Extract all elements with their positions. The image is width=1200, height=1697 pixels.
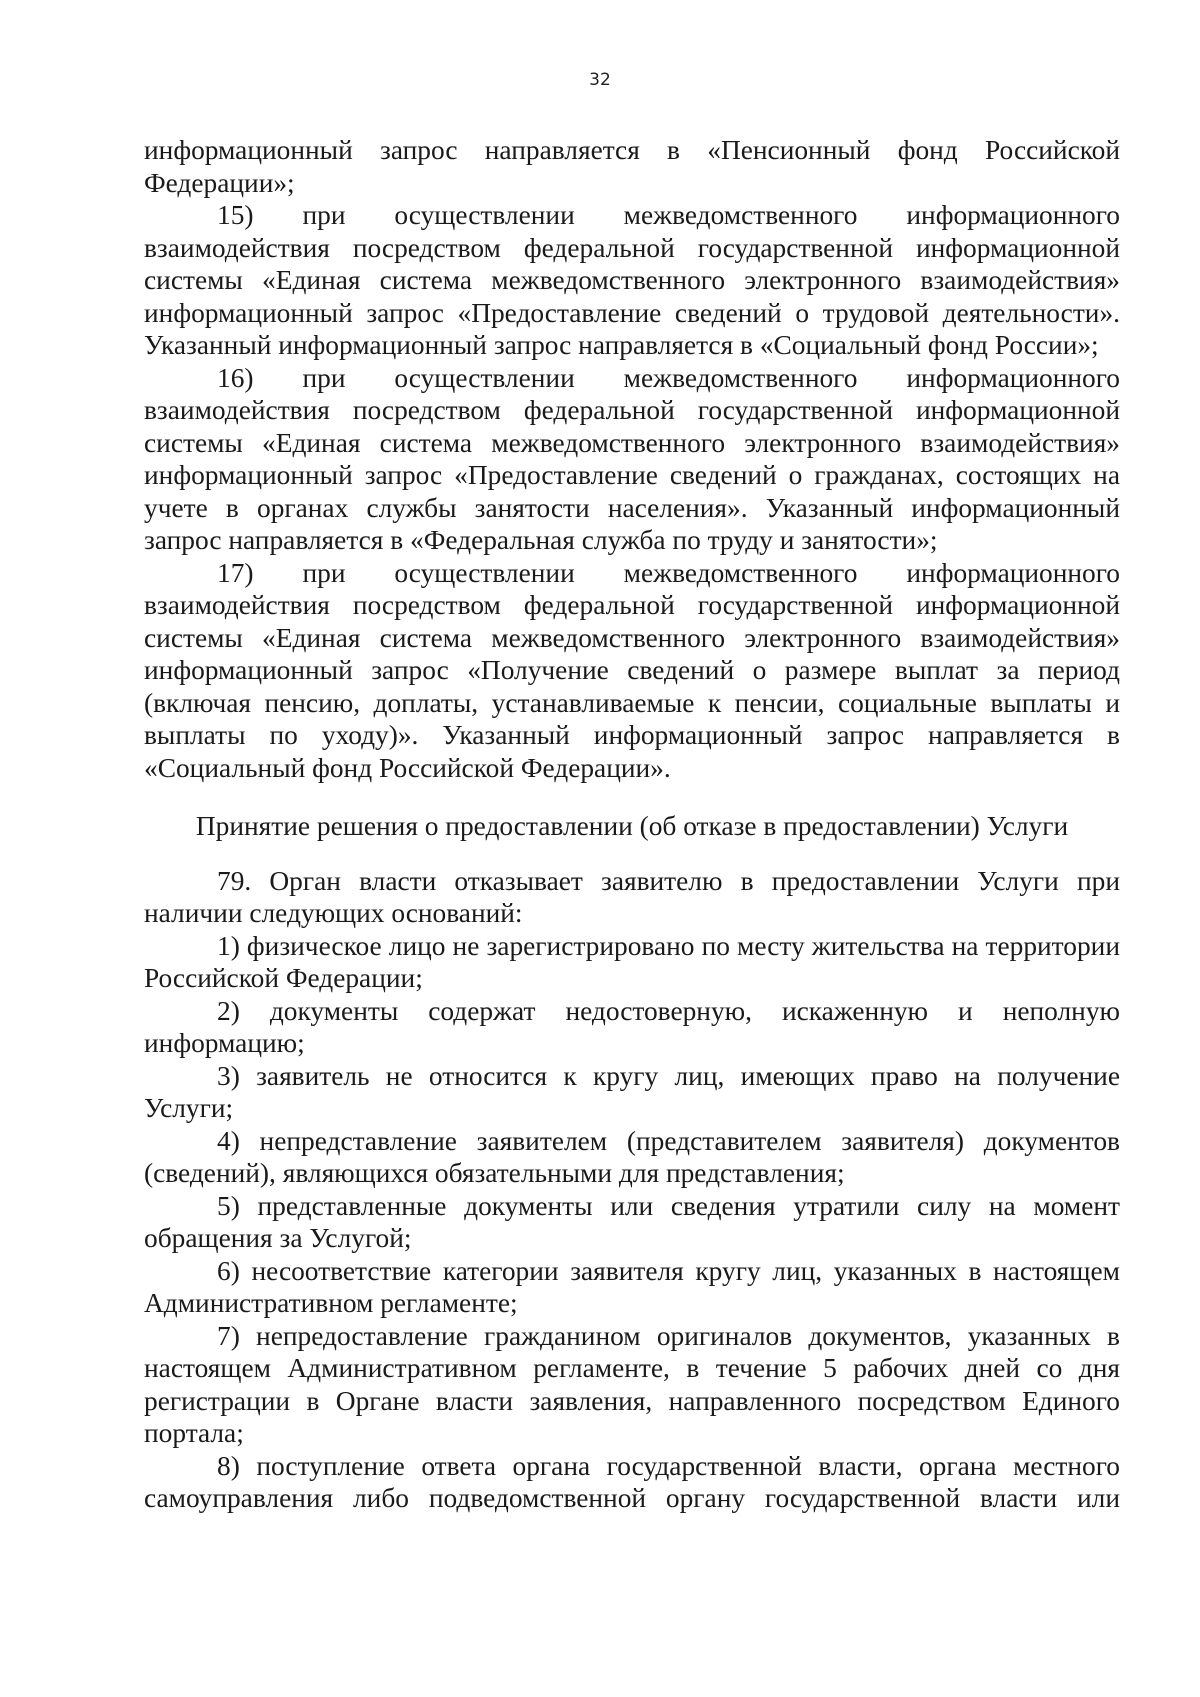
ground-item-1: 1) физическое лицо не зарегистрировано по месту жительства на территории Российской Федерации;	[144, 930, 1120, 993]
ground-item-5: 5) представленные документы или сведения утратили силу на момент обращения за Услугой;	[144, 1190, 1120, 1253]
document-body	[144, 134, 1120, 1515]
list-item-17: 17) при осуществлении межведомственного информационного взаимодействия посредством федеральной государственной информационной системы «Единая система межведомственного электронного взаимодействия» информационный запрос «Получение сведений о размере выплат за период (включая пенсию, доплаты, устанавливаемые к пенсии, социальные выплаты и выплаты по уходу)». Указанный информационный запрос направляется в «Социальный фонд Российской Федерации».	[144, 557, 1120, 783]
page-number: 32	[589, 70, 611, 90]
ground-item-2: 2) документы содержат недостоверную, искаженную и неполную информацию;	[144, 995, 1120, 1058]
ground-item-3: 3) заявитель не относится к кругу лиц, имеющих право на получение Услуги;	[144, 1060, 1120, 1123]
list-item-16: 16) при осуществлении межведомственного информационного взаимодействия посредством федеральной государственной информационной системы «Единая система межведомственного электронного взаимодействия» информационный запрос «Предоставление сведений о гражданах, состоящих на учете в органах службы занятости населения». Указанный информационный запрос направляется в «Федеральная служба по труду и занятости»;	[144, 362, 1120, 555]
paragraph-continuation: информационный запрос направляется в «Пенсионный фонд Российской Федерации»;	[144, 135, 1120, 198]
ground-item-4: 4) непредставление заявителем (представителем заявителя) документов (сведений), являющихся обязательными для представления;	[144, 1125, 1120, 1188]
list-item-15: 15) при осуществлении межведомственного информационного взаимодействия посредством федеральной государственной информационной системы «Единая система межведомственного электронного взаимодействия» информационный запрос «Предоставление сведений о трудовой деятельности». Указанный информационный запрос направляется в «Социальный фонд России»;	[144, 200, 1120, 360]
ground-item-8: 8) поступление ответа органа государственной власти, органа местного самоуправления либо подведомственной органу государственной власти или	[144, 1450, 1120, 1513]
clause-79: 79. Орган власти отказывает заявителю в предоставлении Услуги при наличии следующих оснований:	[144, 865, 1120, 928]
ground-item-6: 6) несоответствие категории заявителя кругу лиц, указанных в настоящем Административном регламенте;	[144, 1255, 1120, 1318]
ground-item-7: 7) непредоставление гражданином оригиналов документов, указанных в настоящем Административном регламенте, в течение 5 рабочих дней со дня регистрации в Органе власти заявления, направленного посредством Единого портала;	[144, 1320, 1120, 1448]
section-heading: Принятие решения о предоставлении (об отказе в предоставлении) Услуги	[195, 811, 1069, 841]
